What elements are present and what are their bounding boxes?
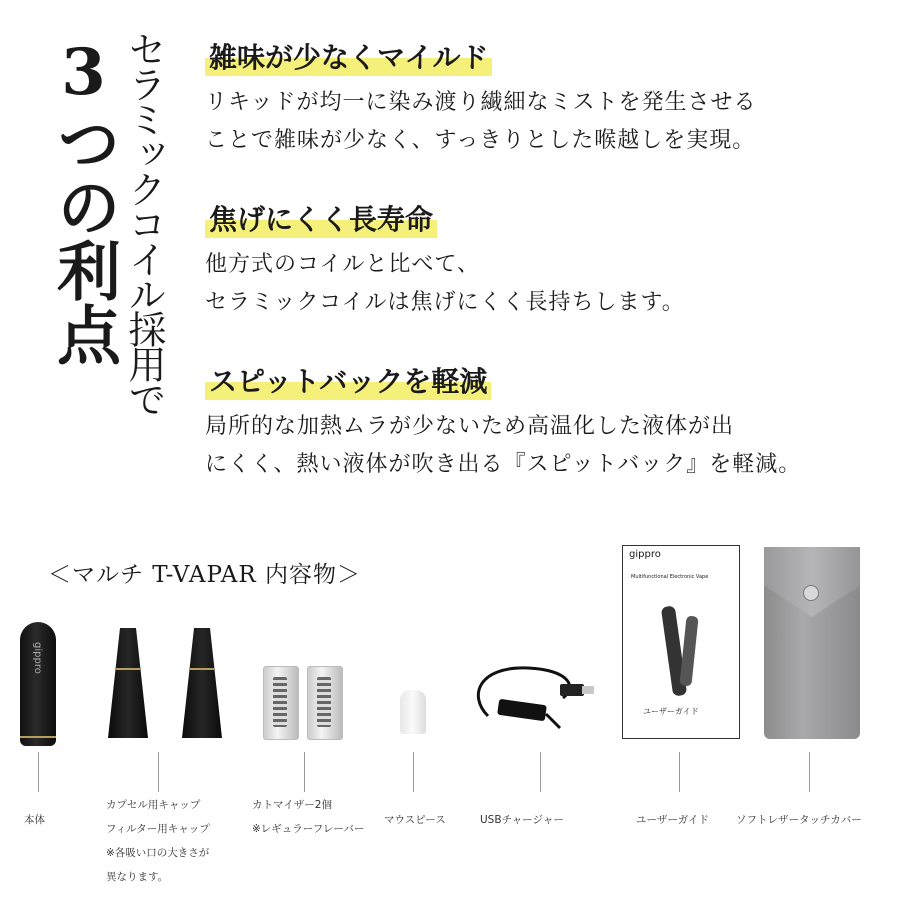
leader-line [540,752,541,792]
guide-device-illustration [679,616,698,687]
atomizer-image [307,666,343,740]
benefit-text: リキッドが均一に染み渡り繊細なミストを発生させる ことで雑味が少なく、すっきりとした喉越しを実現。 [205,90,757,153]
cap-ring [116,668,140,670]
filter-cap-image [182,628,222,738]
usb-charger-image [468,656,598,736]
leader-line [38,752,39,792]
benefit-title: スピットバックを軽減 [205,364,491,400]
headline-sub: セラミックコイル採用で [122,30,166,415]
label-guide: ユーザーガイド [636,814,709,826]
benefit-text: 他方式のコイルと比べて、 セラミックコイルは焦げにくく長持ちします。 [205,252,685,315]
cover-flap [764,547,860,617]
capsule-cap-image [108,628,148,738]
benefit-2 [205,202,865,322]
guide-subtitle: Multifunctional Electronic Vape [631,574,709,580]
leader-line [158,752,159,792]
label-atomizer: カトマイザー2個 ※レギュラーフレーバー [252,799,365,835]
snap-button [803,585,819,601]
leader-line [809,752,810,792]
benefit-title: 雑味が少なくマイルド [205,40,492,76]
user-guide-image [622,545,740,739]
benefit-3 [205,364,865,484]
guide-name: ユーザーガイド [643,707,699,716]
atomizer-image [263,666,299,740]
label-body: 本体 [24,814,45,826]
label-caps: カプセル用キャップ フィルター用キャップ ※各吸い口の大きさが 異なります。 [106,799,210,883]
label-cover: ソフトレザータッチカバー [736,814,862,826]
label-charger: USBチャージャー [480,814,564,826]
mouthpiece-image [400,690,426,734]
label-mouthpiece: マウスピース [384,814,446,826]
brand-logo: gippro [32,642,43,674]
leader-line [413,752,414,792]
headline-main: 3つの利点 [46,35,121,366]
guide-brand: gippro [629,549,661,560]
benefit-title: 焦げにくく長寿命 [205,202,437,238]
device-body-image [20,622,56,746]
cap-ring [190,668,214,670]
gold-ring [20,736,56,738]
contents-title: ＜マルチ T-VAPAR 内容物＞ [48,562,362,588]
soft-cover-image [764,547,860,739]
leader-line [304,752,305,792]
leader-line [679,752,680,792]
benefit-1 [205,40,865,160]
benefit-text: 局所的な加熱ムラが少ないため高温化した液体が出 にくく、熱い液体が吹き出る『スピットバック』を軽減。 [205,414,802,477]
